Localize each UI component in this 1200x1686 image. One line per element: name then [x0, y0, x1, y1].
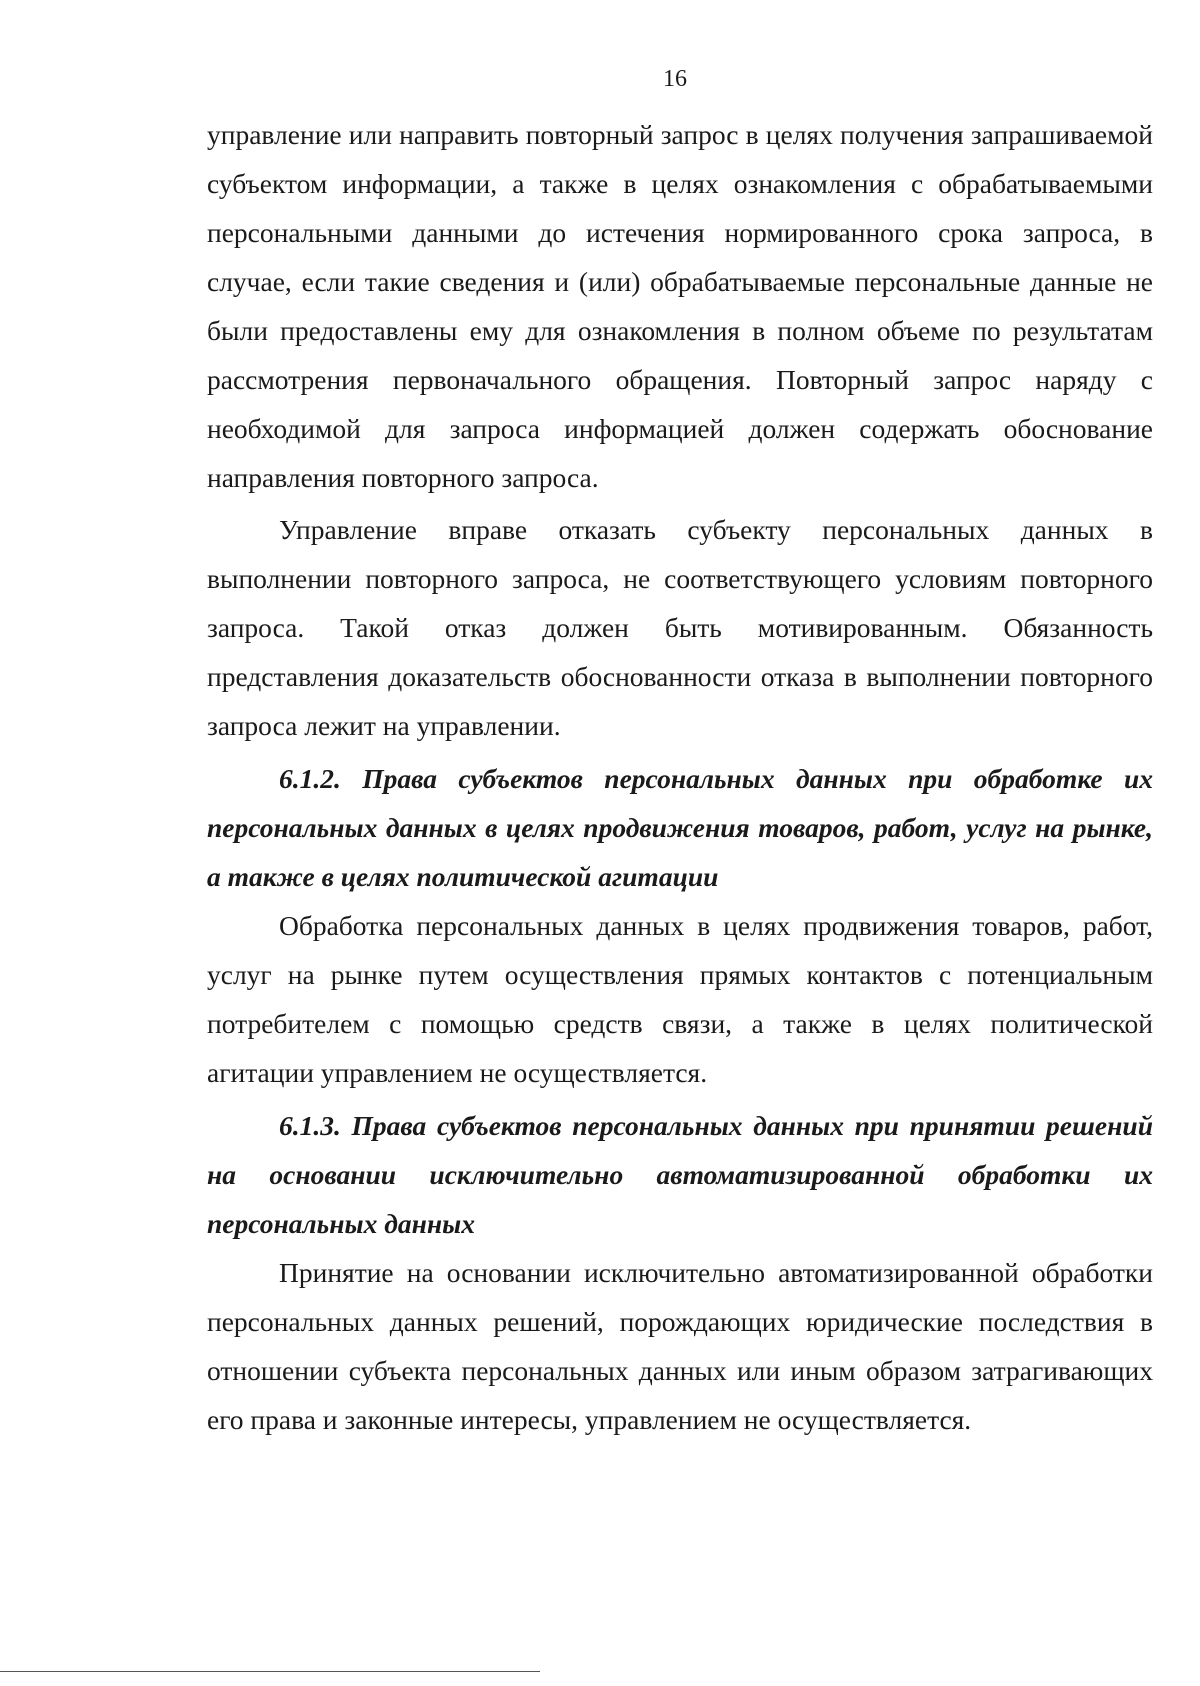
- paragraph-refusal: Управление вправе отказать субъекту персональных данных в выполнении повторного запроса, не соответствующего условиям повторного запроса. Такой отказ должен быть мотивированным. Обязанность представления доказательств обоснованности отказа в выполнении повторного запроса лежит на управлении.: [207, 514, 1153, 741]
- page-number: 16: [663, 66, 687, 92]
- paragraph-automated-decisions: Принятие на основании исключительно автоматизированной обработки персональных данных решений, порождающих юридические последствия в отношении субъекта персональных данных или иным образом затрагивающих его права и законные интересы, управлением не осуществляется.: [207, 1257, 1153, 1435]
- footer-rule: [0, 1671, 540, 1672]
- paragraph-marketing: Обработка персональных данных в целях продвижения товаров, работ, услуг на рынке путем осуществления прямых контактов с потенциальным потребителем с помощью средств связи, а также в целях политической агитации управлением не осуществляется.: [207, 910, 1153, 1088]
- section-heading-6-1-2: 6.1.2. Права субъектов персональных данных при обработке их персональных данных в целях продвижения товаров, работ, услуг на рынке, а также в целях политической агитации: [207, 763, 1153, 892]
- paragraph-continuation: управление или направить повторный запрос в целях получения запрашиваемой субъектом информации, а также в целях ознакомления с обрабатываемыми персональными данными до истечения нормированного срока запроса, в случае, если такие сведения и (или) обрабатываемые персональные данные не были предоставлены ему для ознакомления в полном объеме по результатам рассмотрения первоначального обращения. Повторный запрос наряду с необходимой для запроса информацией должен содержать обоснование направления повторного запроса.: [207, 119, 1153, 493]
- document-body: [207, 110, 1153, 1444]
- section-heading-6-1-3: 6.1.3. Права субъектов персональных данных при принятии решений на основании исключительно автоматизированной обработки их персональных данных: [207, 1110, 1153, 1239]
